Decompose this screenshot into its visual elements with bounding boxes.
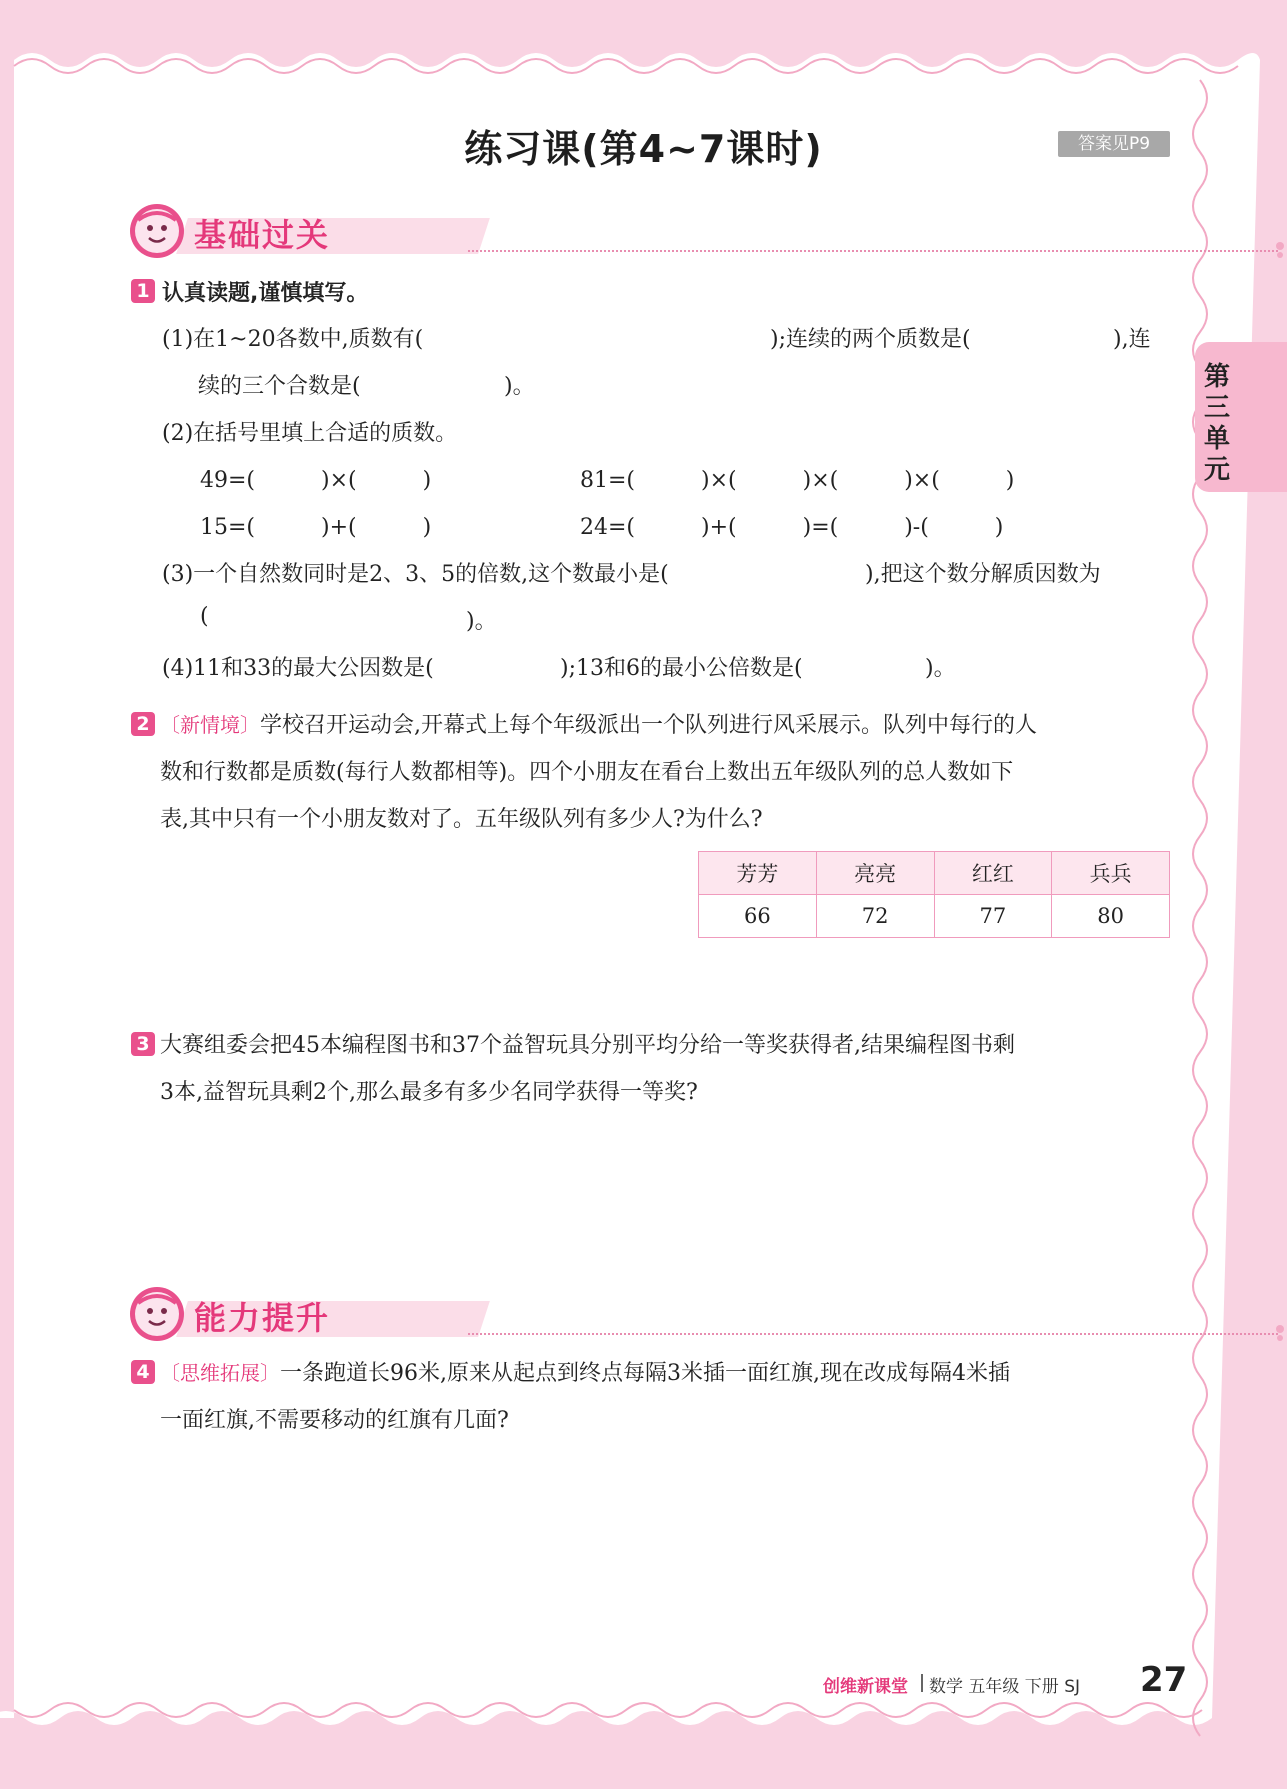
section-advanced-title: 能力提升 [194, 1299, 331, 1337]
decor-dots-icon [1274, 240, 1287, 260]
q1-p1-e: )。 [504, 374, 535, 399]
unit-side-tab-label: 第三单元 [1203, 362, 1230, 485]
mascot-icon [128, 1285, 186, 1343]
table-cell: 80 [1052, 895, 1170, 938]
footer-brand: 创维新课堂 [823, 1677, 908, 1697]
q3-line2: 3本,益智玩具剩2个,那么最多有多少名同学获得一等奖? [160, 1080, 698, 1105]
q1-p3-b: ),把这个数分解质因数为 [865, 562, 1101, 587]
q1-eq81: 81=( )×( )×( )×( ) [580, 468, 1015, 493]
q2-count-table [698, 851, 1170, 938]
page-number: 27 [1140, 1660, 1188, 1700]
table-header: 兵兵 [1052, 852, 1170, 895]
q1-p1-b: );连续的两个质数是( [770, 327, 971, 352]
q2-tag: 〔新情境〕 [160, 713, 260, 737]
q1-p3-a: (3)一个自然数同时是2、3、5的倍数,这个数最小是( [162, 562, 669, 587]
section-basic-title: 基础过关 [194, 216, 331, 254]
section-divider [468, 250, 1278, 252]
q1-p2: (2)在括号里填上合适的质数。 [162, 421, 458, 446]
q1-p4-a: (4)11和33的最大公因数是( [162, 656, 434, 681]
q1-p1-c: ),连 [1113, 327, 1151, 352]
table-cell: 77 [934, 895, 1052, 938]
table-cell: 72 [816, 895, 934, 938]
q1-p4-c: )。 [925, 656, 956, 681]
q2-line1 [160, 708, 1037, 739]
q4-tag: 〔思维拓展〕 [160, 1361, 280, 1385]
mascot-icon [128, 202, 186, 260]
footer-book-info: 数学 五年级 下册 SJ [929, 1677, 1081, 1697]
q1-p3-d: )。 [466, 609, 497, 634]
decor-dots-icon [1274, 1323, 1287, 1343]
q4-line2: 一面红旗,不需要移动的红旗有几面? [160, 1408, 509, 1433]
section-divider [468, 1333, 1278, 1335]
q3-number: 3 [131, 1032, 155, 1056]
table-header: 芳芳 [699, 852, 817, 895]
q1-prompt: 认真读题,谨慎填写。 [162, 281, 369, 306]
q3-line1: 大赛组委会把45本编程图书和37个益智玩具分别平均分给一等奖获得者,结果编程图书剩 [160, 1033, 1015, 1058]
q1-p4-b: );13和6的最小公倍数是( [560, 656, 803, 681]
q1-p1-a: (1)在1~20各数中,质数有( [162, 327, 424, 352]
table-header: 红红 [934, 852, 1052, 895]
q4-line1 [160, 1356, 1010, 1387]
q1-eq49: 49=( )×( ) [200, 468, 432, 493]
table-header: 亮亮 [816, 852, 934, 895]
answer-ref-badge: 答案见P9 [1058, 131, 1170, 157]
footer-separator [921, 1674, 923, 1692]
q2-line3: 表,其中只有一个小朋友数对了。五年级队列有多少人?为什么? [160, 807, 763, 832]
q2-number: 2 [131, 712, 155, 736]
section-basic-header [128, 202, 1168, 264]
q1-eq15: 15=( )+( ) [200, 515, 432, 540]
q4-text1: 一条跑道长96米,原来从起点到终点每隔3米插一面红旗,现在改成每隔4米插 [280, 1361, 1010, 1386]
q1-p3-c: ( [200, 604, 209, 629]
q1-p1-d: 续的三个合数是( [198, 374, 361, 399]
section-advanced-header [128, 1285, 1168, 1347]
table-cell: 66 [699, 895, 817, 938]
q4-number: 4 [131, 1360, 155, 1384]
q2-text1: 学校召开运动会,开幕式上每个年级派出一个队列进行风采展示。队列中每行的人 [260, 713, 1037, 738]
q1-number: 1 [131, 279, 155, 303]
q1-eq24: 24=( )+( )=( )-( ) [580, 515, 1004, 540]
page-title: 练习课(第4~7课时) [464, 127, 823, 171]
q2-line2: 数和行数都是质数(每行人数都相等)。四个小朋友在看台上数出五年级队列的总人数如下 [160, 760, 1014, 785]
